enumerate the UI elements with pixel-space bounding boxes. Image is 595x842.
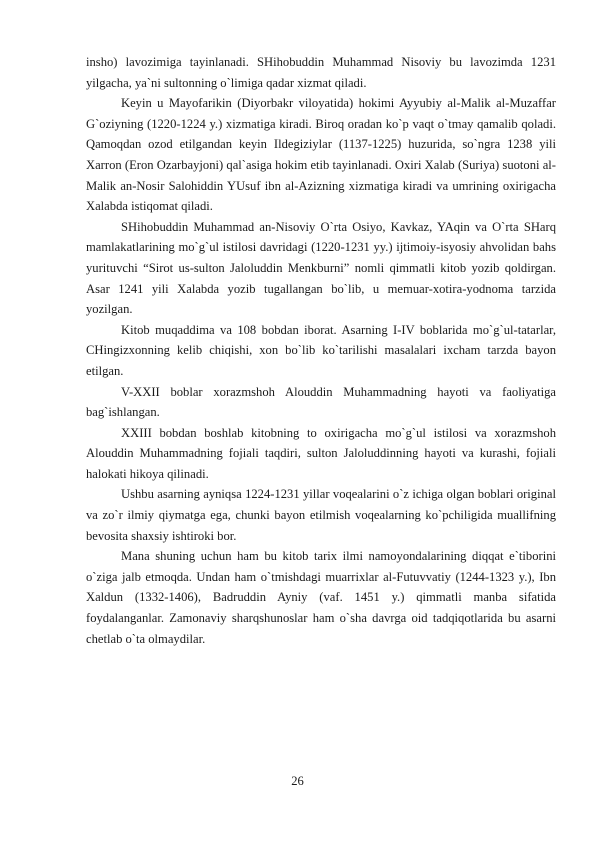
page-body [86,52,556,649]
paragraph: Mana shuning uchun ham bu kitob tarix ilmi namoyondalarining diqqat e`tiborini o`ziga jalb etmoqda. Undan ham o`tmishdagi muarrixlar al-Futuvvatiy (1244-1323 y.), Ibn Xaldun (1332-1406), Badruddin Ayniy (vaf. 1451 y.) qimmatli manba sifatida foydalanganlar. Zamonaviy sharqshunoslar ham o`sha davrga oid tadqiqotlarida bu asarni chetlab o`ta olmaydilar. [86,549,556,646]
paragraph: V-XXII boblar xorazmshoh Alouddin Muhammadning hayoti va faoliyatiga bag`ishlangan. [86,384,556,420]
paragraph: SHihobuddin Muhammad an-Nisoviy O`rta Osiyo, Kavkaz, YAqin va O`rta SHarq mamlakatlarining mo`g`ul istilosi davridagi (1220-1231 yy.) ijtimoiy-isyosiy ahvolidan bahs yurituvchi “Sirot us-sulton Jaloluddin Menkburni” nomli qimmatli kitob yozib qoldirgan. Asar 1241 yili Xalabda yozib tugallangan bo`lib, u memuar-xotira-yodnoma tarzida yozilgan. [86,219,556,317]
paragraph: Kitob muqaddima va 108 bobdan iborat. Asarning I-IV boblarida mo`g`ul-tatarlar, CHingizxonning kelib chiqishi, xon bo`lib ko`tarilishi masalalari ixcham tarzda bayon etilgan. [86,322,556,378]
paragraph: Keyin u Mayofarikin (Diyorbakr viloyatida) hokimi Ayyubiy al-Malik al-Muzaffar G`oziyning (1220-1224 y.) xizmatiga kiradi. Biroq oradan ko`p vaqt o`tmay qamalib qoladi. Qamoqdan ozod etilgandan keyin Ildegiziylar (1137-1225) huzurida, so`ngra 1238 yili Xarron (Eron Ozarbayjoni) qal`asiga hokim etib tayinlanadi. Oxiri Xalab (Suriya) suotoni al-Malik an-Nosir Salohiddin YUsuf ibn al-Azizning xizmatiga kiradi va umrining oxirigacha Xalabda istiqomat qiladi. [86,96,556,214]
paragraph-continuation: insho) lavozimiga tayinlanadi. SHihobuddin Muhammad Nisoviy bu lavozimda 1231 yilgacha, ya`ni sultonning o`limiga qadar xizmat qiladi. [86,55,556,90]
page-number: 26 [291,774,304,788]
paragraph: Ushbu asarning ayniqsa 1224-1231 yillar voqealarini o`z ichiga olgan boblari original va zo`r ilmiy qiymatga ega, chunki bayon etilmish voqealarning ko`pchiligida muallifning bevosita shaxsiy ishtiroki bor. [86,487,556,543]
paragraph: XXIII bobdan boshlab kitobning to oxirigacha mo`g`ul istilosi va xorazmshoh Alouddin Muhammadning fojiali taqdiri, sulton Jaloluddinning hayoti va kurashi, fojiali halokati hikoya qilinadi. [86,425,556,481]
